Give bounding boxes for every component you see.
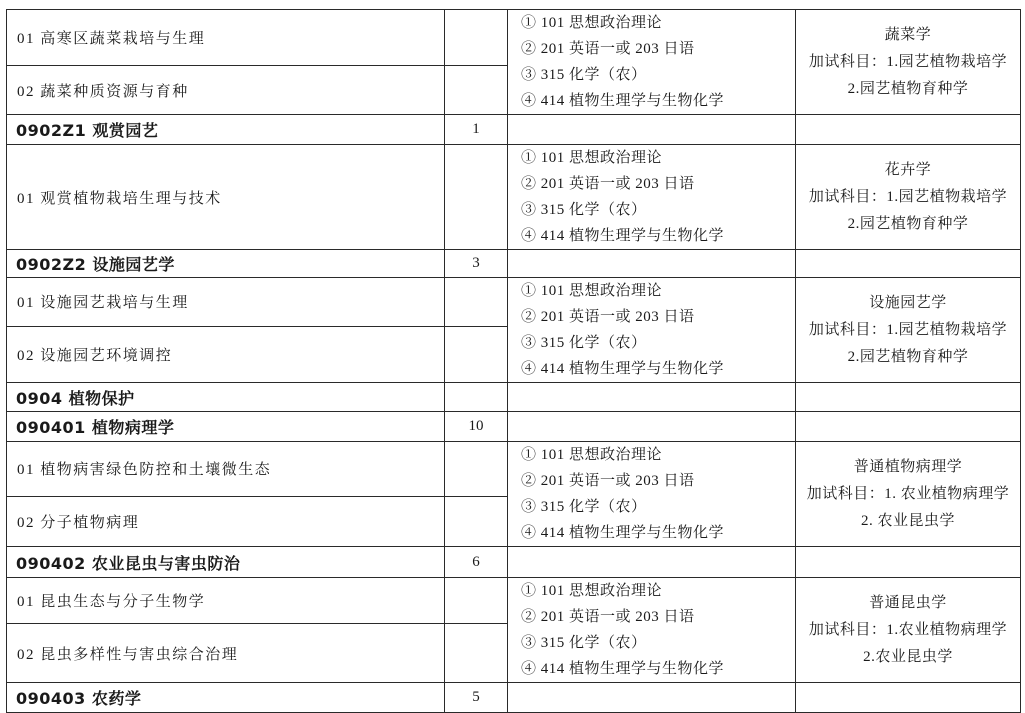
- enrollment-quota-cell: [445, 442, 508, 497]
- retest-line: 加试科目：1.园艺植物栽培学: [808, 53, 1008, 70]
- exam-subjects-cell: [508, 412, 796, 442]
- research-direction-cell: 02 分子植物病理: [7, 496, 445, 546]
- table-row: [7, 412, 1021, 442]
- enrollment-quota-cell: 10: [445, 412, 508, 442]
- enrollment-quota-cell: 6: [445, 547, 508, 578]
- table-row: [7, 578, 1021, 624]
- exam-subject-item: ④ 414 植物生理学与生物化学: [521, 661, 725, 677]
- exam-subjects-cell: [508, 683, 796, 713]
- table-row: [7, 278, 1021, 327]
- enrollment-quota-cell: [445, 624, 508, 683]
- exam-subject-item: ④ 414 植物生理学与生物化学: [521, 361, 725, 377]
- exam-subjects-cell: [508, 578, 796, 683]
- table-row: [7, 383, 1021, 412]
- retest-subjects-cell: [796, 250, 1021, 278]
- retest-line: 加试科目：1.园艺植物栽培学: [808, 188, 1008, 205]
- enrollment-quota-cell: [445, 66, 508, 115]
- exam-subject-item: ③ 315 化学（农）: [521, 499, 647, 515]
- enrollment-quota-cell: [445, 578, 508, 624]
- major-code-cell: 0902Z1 观赏园艺: [7, 115, 445, 145]
- exam-subject-item: ① 101 思想政治理论: [521, 15, 663, 31]
- exam-subjects-cell: [508, 383, 796, 412]
- exam-subject-item: ① 101 思想政治理论: [521, 283, 663, 299]
- research-direction-cell: 01 高寒区蔬菜栽培与生理: [7, 10, 445, 66]
- retest-subjects-cell: [796, 10, 1021, 115]
- enrollment-quota-cell: [445, 145, 508, 250]
- retest-line: 2.园艺植物育种学: [847, 348, 969, 365]
- retest-line: 2.园艺植物育种学: [847, 215, 969, 232]
- retest-subjects-cell: [796, 278, 1021, 383]
- retest-line: 加试科目：1. 农业植物病理学: [806, 485, 1010, 502]
- exam-subject-item: ② 201 英语一或 203 日语: [521, 473, 695, 489]
- research-direction-cell: 02 设施园艺环境调控: [7, 326, 445, 382]
- exam-subject-item: ③ 315 化学（农）: [521, 335, 647, 351]
- table-row: [7, 10, 1021, 66]
- table-row: [7, 442, 1021, 497]
- retest-line: 蔬菜学: [884, 26, 932, 43]
- major-code-cell: 090402 农业昆虫与害虫防治: [7, 547, 445, 578]
- retest-line: 2. 农业昆虫学: [860, 512, 955, 529]
- table-row: [7, 145, 1021, 250]
- retest-line: 加试科目：1.农业植物病理学: [808, 621, 1008, 638]
- retest-line: 普通植物病理学: [853, 458, 963, 475]
- research-direction-cell: 01 设施园艺栽培与生理: [7, 278, 445, 327]
- enrollment-quota-cell: [445, 326, 508, 382]
- exam-subject-item: ④ 414 植物生理学与生物化学: [521, 93, 725, 109]
- exam-subject-item: ④ 414 植物生理学与生物化学: [521, 525, 725, 541]
- retest-line: 2.农业昆虫学: [863, 648, 953, 665]
- research-direction-cell: 02 昆虫多样性与害虫综合治理: [7, 624, 445, 683]
- retest-line: 2.园艺植物育种学: [847, 80, 969, 97]
- exam-subject-item: ② 201 英语一或 203 日语: [521, 609, 695, 625]
- retest-line: 花卉学: [884, 161, 932, 178]
- exam-subject-item: ② 201 英语一或 203 日语: [521, 309, 695, 325]
- exam-subject-item: ③ 315 化学（农）: [521, 202, 647, 218]
- retest-line: 设施园艺学: [869, 294, 947, 311]
- major-code-cell: 090403 农药学: [7, 683, 445, 713]
- enrollment-quota-cell: [445, 10, 508, 66]
- enrollment-quota-cell: [445, 496, 508, 546]
- major-code-cell: 090401 植物病理学: [7, 412, 445, 442]
- exam-subject-item: ① 101 思想政治理论: [521, 447, 663, 463]
- enrollment-quota-cell: 1: [445, 115, 508, 145]
- table-row: [7, 547, 1021, 578]
- exam-subjects-cell: [508, 145, 796, 250]
- retest-subjects-cell: [796, 442, 1021, 547]
- retest-subjects-cell: [796, 578, 1021, 683]
- research-direction-cell: 01 植物病害绿色防控和土壤微生态: [7, 442, 445, 497]
- exam-subject-item: ④ 414 植物生理学与生物化学: [521, 228, 725, 244]
- exam-subject-item: ③ 315 化学（农）: [521, 635, 647, 651]
- table-row: [7, 250, 1021, 278]
- research-direction-cell: 01 昆虫生态与分子生物学: [7, 578, 445, 624]
- retest-subjects-cell: [796, 547, 1021, 578]
- major-code-cell: 0902Z2 设施园艺学: [7, 250, 445, 278]
- enrollment-quota-cell: 3: [445, 250, 508, 278]
- exam-subjects-cell: [508, 115, 796, 145]
- retest-subjects-cell: [796, 412, 1021, 442]
- exam-subjects-cell: [508, 278, 796, 383]
- research-direction-cell: 01 观赏植物栽培生理与技术: [7, 145, 445, 250]
- retest-line: 加试科目：1.园艺植物栽培学: [808, 321, 1008, 338]
- retest-line: 普通昆虫学: [869, 594, 947, 611]
- enrollment-quota-cell: [445, 278, 508, 327]
- exam-subject-item: ① 101 思想政治理论: [521, 150, 663, 166]
- major-code-cell: 0904 植物保护: [7, 383, 445, 412]
- exam-subject-item: ① 101 思想政治理论: [521, 583, 663, 599]
- retest-subjects-cell: [796, 683, 1021, 713]
- retest-subjects-cell: [796, 383, 1021, 412]
- retest-subjects-cell: [796, 145, 1021, 250]
- exam-subjects-cell: [508, 250, 796, 278]
- enrollment-quota-cell: 5: [445, 683, 508, 713]
- retest-subjects-cell: [796, 115, 1021, 145]
- exam-subject-item: ② 201 英语一或 203 日语: [521, 176, 695, 192]
- exam-subjects-cell: [508, 10, 796, 115]
- exam-subject-item: ③ 315 化学（农）: [521, 67, 647, 83]
- exam-subjects-cell: [508, 547, 796, 578]
- table-row: [7, 683, 1021, 713]
- admissions-table: [6, 9, 1021, 713]
- enrollment-quota-cell: [445, 383, 508, 412]
- table-row: [7, 115, 1021, 145]
- research-direction-cell: 02 蔬菜种质资源与育种: [7, 66, 445, 115]
- exam-subjects-cell: [508, 442, 796, 547]
- exam-subject-item: ② 201 英语一或 203 日语: [521, 41, 695, 57]
